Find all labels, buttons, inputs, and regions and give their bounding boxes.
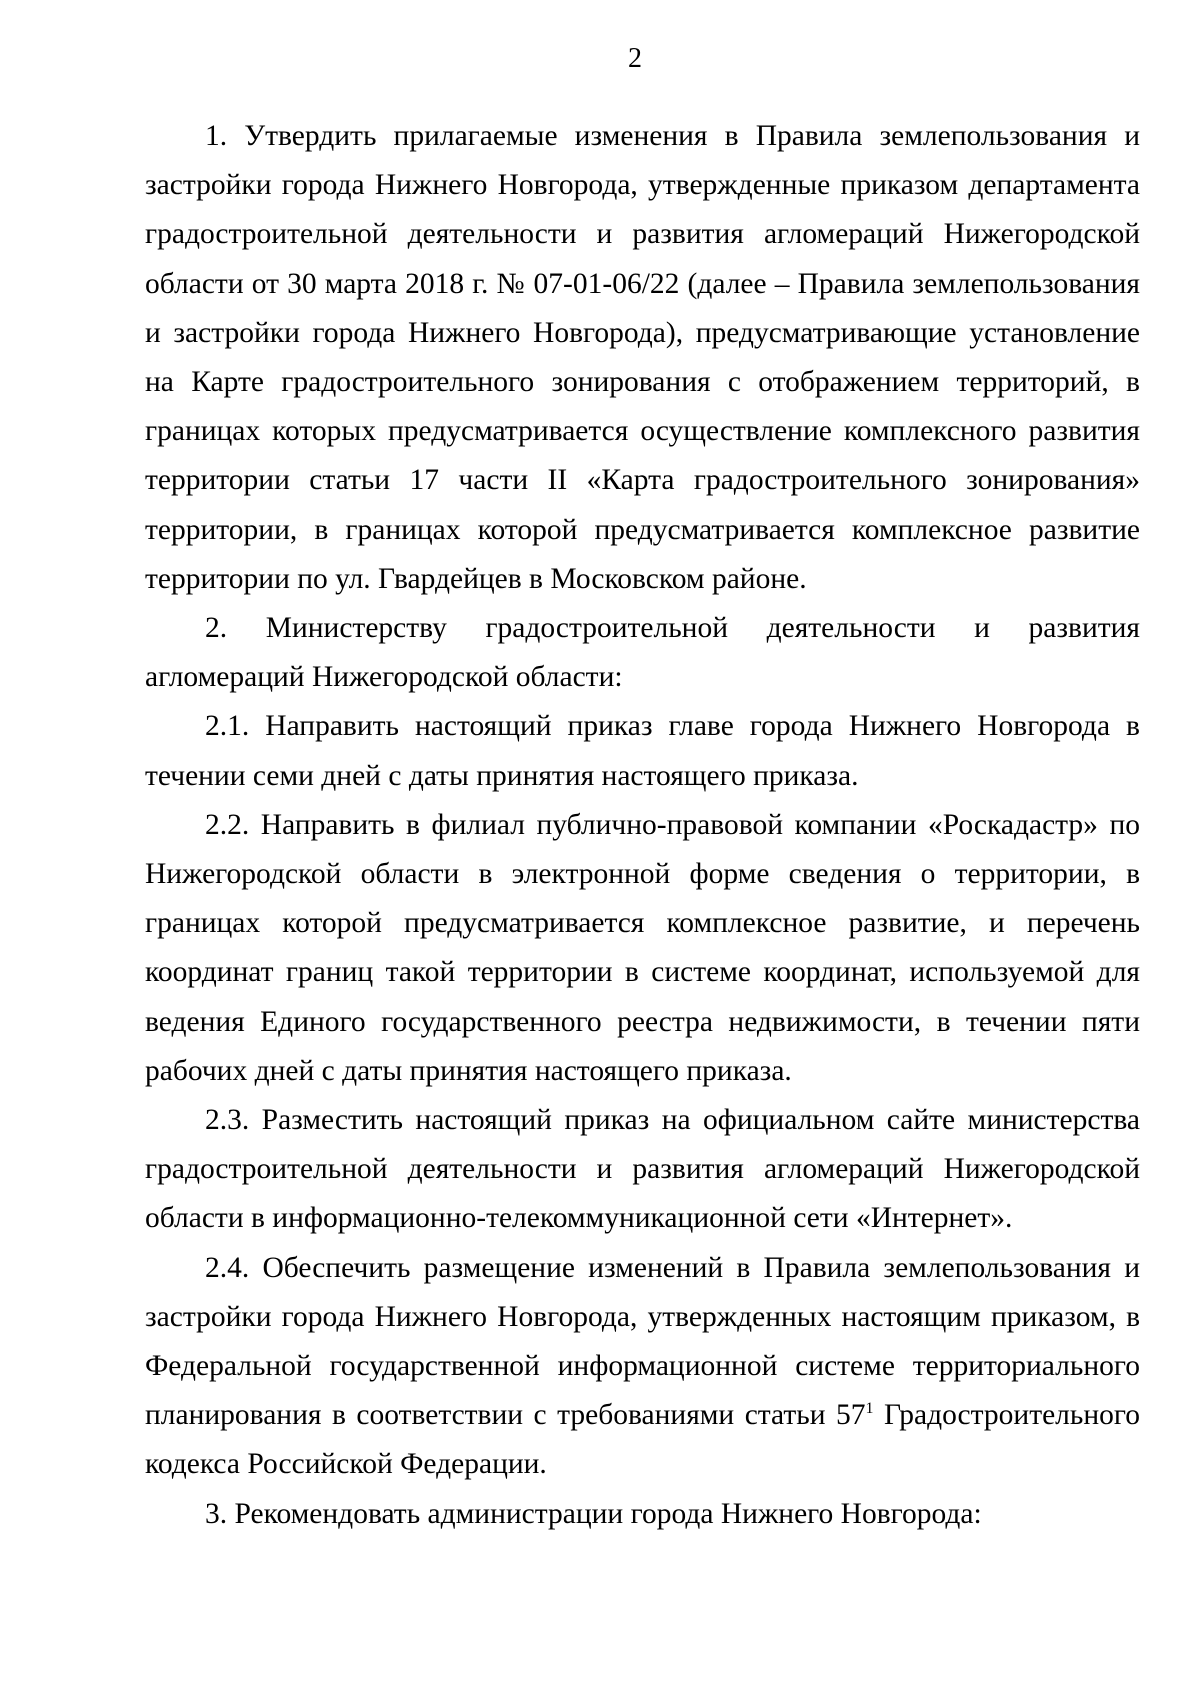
paragraph-2-4-text: 2.4. Обеспечить размещение изменений в Правила землепользования и застройки города Нижнего Новгорода, утвержденных настоящим приказом, в Федеральной государственной информационной системе территориального планирования в соответствии с требованиями статьи 57: [145, 1251, 1140, 1432]
paragraph-2-4: [145, 1244, 1140, 1490]
paragraph-3: 3. Рекомендовать администрации города Нижнего Новгорода:: [205, 1497, 982, 1530]
paragraph-2-4-text-end: Градостроительного кодекса Российской Федерации.: [145, 1399, 1141, 1481]
paragraph-2-2: 2.2. Направить в филиал публично-правовой компании «Роскадастр» по Нижегородской области в электронной форме сведения о территории, в границах которой предусматривается комплексное развитие, и перечень координат границ такой территории в системе координат, используемой для ведения Единого государственного реестра недвижимости, в течении пяти рабочих дней с даты принятия настоящего приказа.: [145, 808, 1140, 1087]
paragraph-2-1: 2.1. Направить настоящий приказ главе города Нижнего Новгорода в течении семи дней с даты принятия настоящего приказа.: [145, 710, 1140, 792]
article-superscript: 1: [865, 1400, 874, 1418]
page-number: 2: [628, 43, 642, 74]
paragraph-2: 2. Министерству градостроительной деятельности и развития агломераций Нижегородской области:: [145, 612, 1140, 694]
paragraph-1: 1. Утвердить прилагаемые изменения в Правила землепользования и застройки города Нижнего Новгорода, утвержденные приказом департамента градостроительной деятельности и развития агломераций Нижегородской области от 30 марта 2018 г. № 07-01-06/22 (далее – Правила землепользования и застройки города Нижнего Новгорода), предусматривающие установление на Карте градостроительного зонирования с отображением территорий, в границах которых предусматривается осуществление комплексного развития территории статьи 17 части II «Карта градостроительного зонирования» территории, в границах которой предусматривается комплексное развитие территории по ул. Гвардейцев в Московском районе.: [145, 120, 1140, 595]
paragraph-2-3: 2.3. Разместить настоящий приказ на официальном сайте министерства градостроительной деятельности и развития агломераций Нижегородской области в информационно-телекоммуникационной сети «Интернет».: [145, 1104, 1140, 1235]
document-body: [145, 112, 1140, 1539]
